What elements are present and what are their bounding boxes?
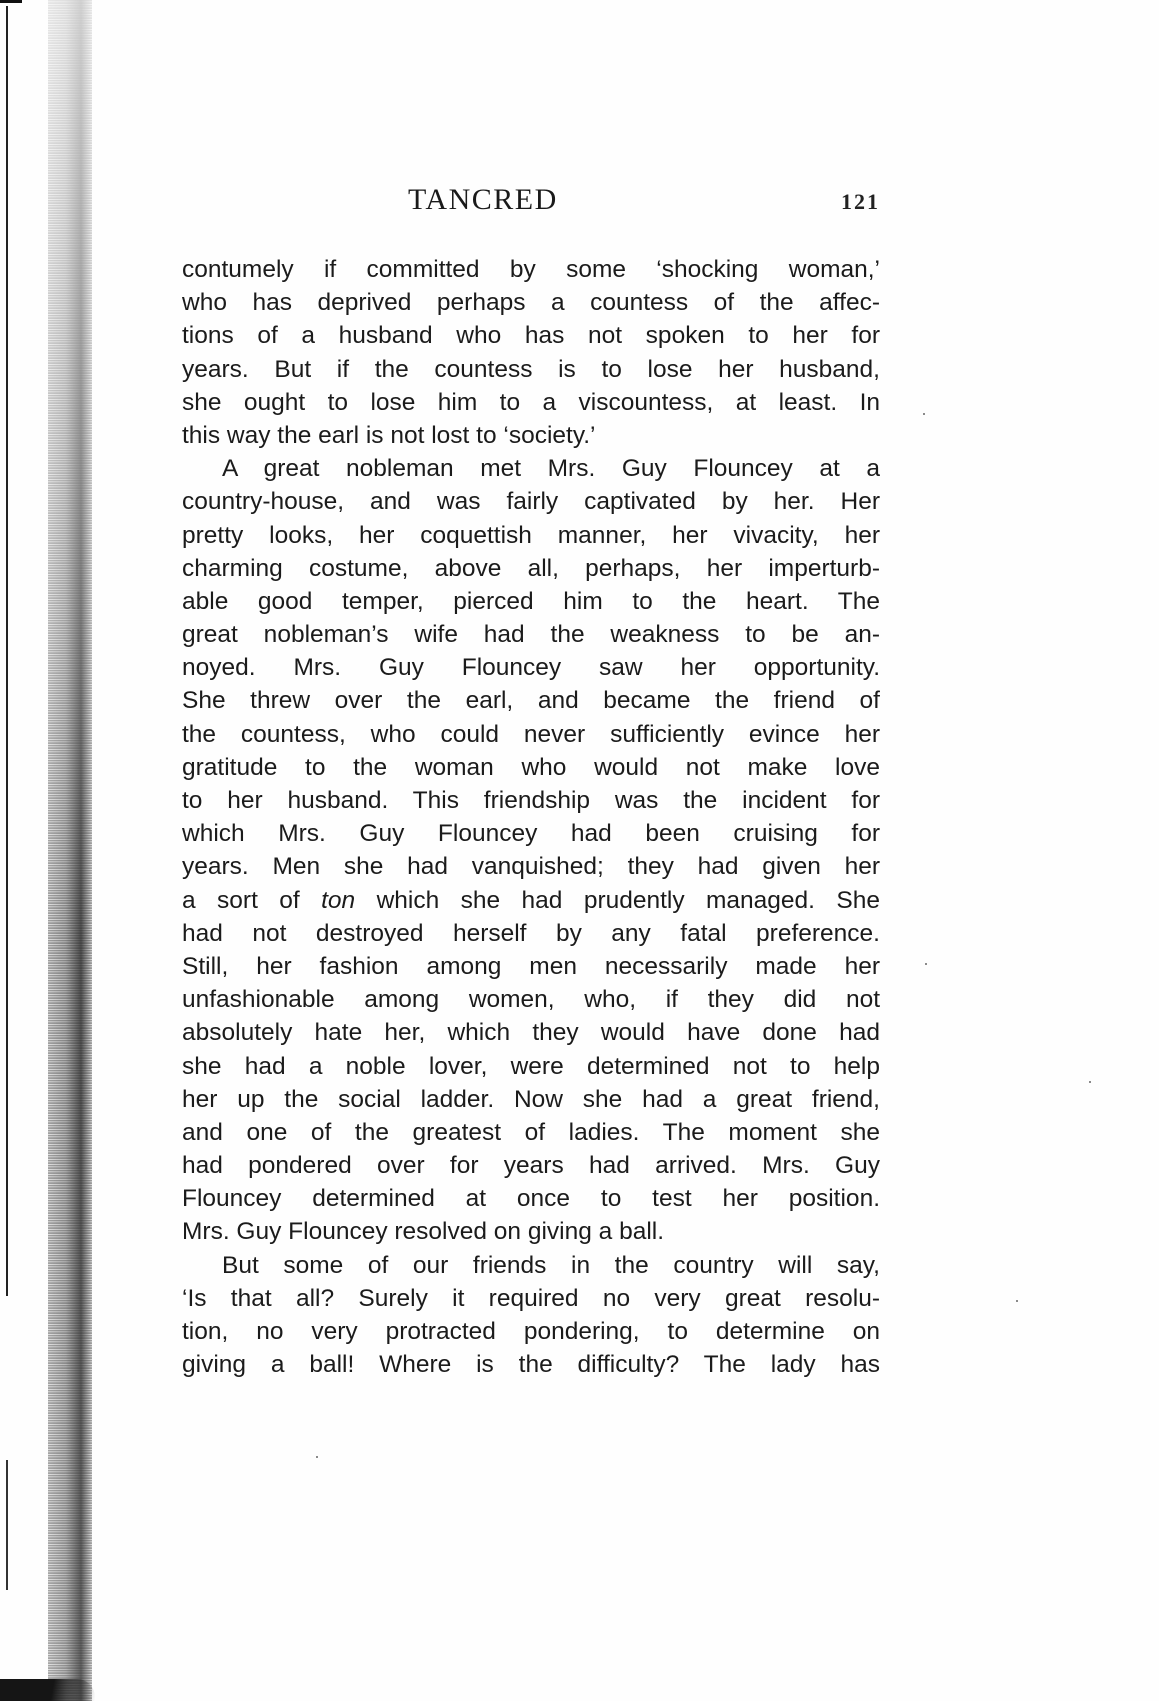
text-line: she had a noble lover, were determined not to help — [182, 1052, 880, 1080]
body-text — [182, 253, 880, 1381]
text-line: years. Men she had vanquished; they had given her — [182, 853, 880, 881]
text-line: ‘Is that all? Surely it required no very great resolu- — [182, 1284, 880, 1312]
text-line: gratitude to the woman who would not make love — [182, 753, 880, 781]
text-line: had pondered over for years had arrived. Mrs. Guy — [182, 1152, 880, 1180]
scan-corner-mark — [0, 0, 22, 13]
text-line: contumely if committed by some ‘shocking woman,’ — [182, 256, 880, 283]
text-line: tions of a husband who has not spoken to her for — [182, 322, 880, 350]
text-line: tion, no very protracted pondering, to determine on — [182, 1318, 880, 1345]
scan-speck — [1016, 1300, 1018, 1302]
text-line: which Mrs. Guy Flouncey had been cruising for — [182, 820, 880, 848]
text-line: the countess, who could never sufficiently evince her — [182, 720, 880, 748]
text-line: and one of the greatest of ladies. The moment she — [182, 1118, 880, 1146]
scan-speck — [1089, 1081, 1091, 1083]
text-line: She threw over the earl, and became the friend of — [182, 687, 880, 715]
text-line: pretty looks, her coquettish manner, her vivacity, her — [182, 521, 880, 549]
text-line: giving a ball! Where is the difficulty? The lady has — [182, 1351, 880, 1379]
text-line: absolutely hate her, which they would have done had — [182, 1019, 880, 1047]
text-line: Mrs. Guy Flouncey resolved on giving a ball. — [182, 1218, 665, 1246]
binding-gutter-shadow — [48, 0, 92, 1701]
text-line: able good temper, pierced him to the heart. The — [182, 587, 880, 615]
page-number: 121 — [841, 189, 880, 214]
text-line: her up the social ladder. Now she had a great friend, — [182, 1085, 880, 1113]
text-line: Flouncey determined at once to test her position. — [182, 1185, 880, 1213]
running-title: TANCRED — [408, 183, 558, 216]
scan-speck — [925, 963, 927, 965]
text-line-with-italic — [182, 884, 880, 917]
scan-speck — [923, 413, 925, 415]
text-line: A great nobleman met Mrs. Guy Flouncey at a — [222, 455, 880, 483]
page-edge-line — [6, 6, 8, 1296]
text-line: had not destroyed herself by any fatal preference. — [182, 919, 880, 947]
text-line: years. But if the countess is to lose her husband, — [182, 355, 880, 383]
running-header — [180, 180, 880, 224]
text-line: noyed. Mrs. Guy Flouncey saw her opportunity. — [182, 654, 880, 682]
scan-corner-blot — [0, 1679, 95, 1701]
scan-speck — [316, 1456, 318, 1458]
text-line: she ought to lose him to a viscountess, at least. In — [182, 388, 880, 416]
page-edge-line-lower — [6, 1460, 8, 1590]
text-line: country-house, and was fairly captivated by her. Her — [182, 488, 880, 516]
text-line: unfashionable among women, who, if they did not — [182, 986, 880, 1014]
text-line: charming costume, above all, perhaps, her imperturb- — [182, 554, 880, 582]
text-fragment: a sort of — [182, 886, 322, 914]
text-line: But some of our friends in the country will say, — [222, 1251, 880, 1279]
text-line: Still, her fashion among men necessarily made her — [182, 952, 880, 980]
text-fragment: which she had prudently managed. She — [355, 886, 880, 914]
text-line: great nobleman’s wife had the weakness to be an- — [182, 621, 880, 649]
text-line: this way the earl is not lost to ‘society.’ — [182, 421, 596, 449]
text-line: who has deprived perhaps a countess of the affec- — [182, 289, 880, 317]
italic-word: ton — [321, 886, 356, 914]
text-line: to her husband. This friendship was the incident for — [182, 787, 880, 814]
